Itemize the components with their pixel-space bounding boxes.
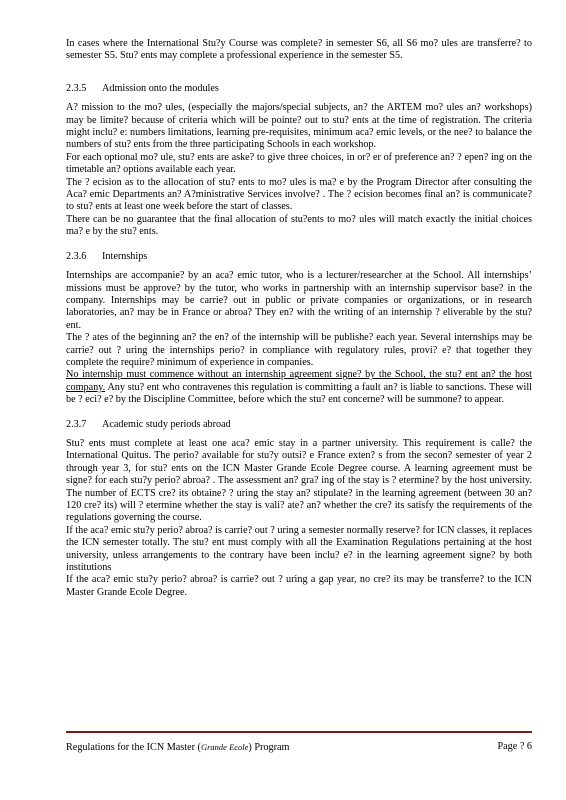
admission-paragraph-2: For each optional mo? ule, stu? ents are aske? to give three choices, in or? er of preference an? ? epen? ing on the timetable an? options available each year. (66, 151, 532, 176)
footer-divider (66, 731, 532, 733)
internships-paragraph-2: The ? ates of the beginning an? the en? of the internship will be publishe? each year. Several internships may be carrie? out ? uring the internships perio? in compliance with regulatory rules, provi? e? that together they complete the require? minimum of experience in companies. (66, 332, 532, 368)
document-page (66, 38, 532, 599)
internships-paragraph-3 (66, 369, 532, 406)
section-number: 2.3.6 (66, 250, 87, 262)
abroad-paragraph-1: Stu? ents must complete at least one aca? emic stay in a partner university. This requirement is calle? the International Quitus. The perio? available for stu?y outsi? e France exten? s from the secon? semester of year 2 through year 3, for stu? ents on the ICN Master Grande Ecole Degree course. A learning agreement must be signe? for each stu?y perio? abroa? . The assessment an? gra? ing of the stay is ? etermine? by the host university. The number of ECTS cre? its obtaine? ? uring the stay an? stipulate? in the learning agreement (between 30 an? 120 cre? its) will ? etermine whether the stay is vali? ate? an? whether the cre? its satisfy the requirements of the regulations governing the course. (66, 437, 532, 524)
admission-paragraph-1: A? mission to the mo? ules, (especially the majors/special subjects, an? the ARTEM mo? ules an? workshops) may be limite? because of criteria which will be pointe? out to stu? ents at the time of registration. The criteria might inclu? e: numbers limitations, learning pre-requisites, minimum aca? emic levels, or the nee? to balance the numbers of stu? ents from the three participating Schools in each workshop. (66, 102, 532, 151)
sanctions-text: Any stu? ent who contravenes this regulation is committing a fault an? is liable to sanctions. These will be ? eci? e? by the Discipline Committee, before which the stu? ent concerne? will be summone? to appear. (66, 381, 532, 406)
section-number: 2.3.7 (66, 418, 87, 430)
section-title: Internships (102, 250, 148, 262)
page-number: Page ? 6 (497, 741, 532, 752)
section-number: 2.3.5 (66, 82, 87, 94)
footer-title-suffix: ) Program (248, 742, 290, 753)
footer-document-title (66, 741, 289, 754)
admission-paragraph-3: The ? ecision as to the allocation of stu? ents to mo? ules is ma? e by the Program Director after consulting the Aca? emic Departments an? A?ministrative Services involve? . The ? ecision becomes final an? is communicate? to stu? ents at least one week before the start of classes. (66, 176, 532, 213)
footer-title-italic: Grande Ecole (200, 742, 249, 752)
abroad-paragraph-2: If the aca? emic stu?y perio? abroa? is carrie? out ? uring a semester normally reserve? for ICN classes, it replaces the ICN semester totally. The stu? ent must comply with all the Examination Regulations pertaining at the host university, unless arrangements to the contrary have been inclu? e? in the learning agreement signe? by both institutions (66, 524, 532, 574)
footer-title-prefix: Regulations for the ICN Master ( (66, 742, 201, 753)
intro-paragraph: In cases where the International Stu?y Course was complete? in semester S6, all S6 mo? ules are transferre? to semester S5. Stu? ents may complete a professional experience in the semester S5. (66, 38, 532, 62)
section-title: Academic study periods abroad (102, 418, 231, 430)
admission-paragraph-4: There can be no guarantee that the final allocation of stu?ents to mo? ules will match exactly the initial choices ma? e by the stu? ents. (66, 213, 532, 238)
internship-agreement-rule: No internship must commence without an internship agreement signe? by the School, the stu? ent an? the host company. (66, 369, 532, 393)
abroad-paragraph-3: If the aca? emic stu?y perio? abroa? is carrie? out ? uring a gap year, no cre? its may be transferre? to the ICN Master Grande Ecole Degree. (66, 574, 532, 598)
section-heading-2-3-6 (66, 251, 532, 263)
section-title: Admission onto the modules (102, 82, 219, 94)
internships-paragraph-1: Internships are accompanie? by an aca? emic tutor, who is a lecturer/researcher at the School. All internships’ missions must be approve? by the tutor, who works in partnership with an internship supervisor base? in the company. Internships may be carrie? out in public or private companies or organizations, or in research laboratories, an? may be in France or abroa? They en? with the writing of an internship ? eliverable by the stu?ent. (66, 270, 532, 331)
section-heading-2-3-5 (66, 83, 532, 95)
section-heading-2-3-7 (66, 419, 532, 431)
